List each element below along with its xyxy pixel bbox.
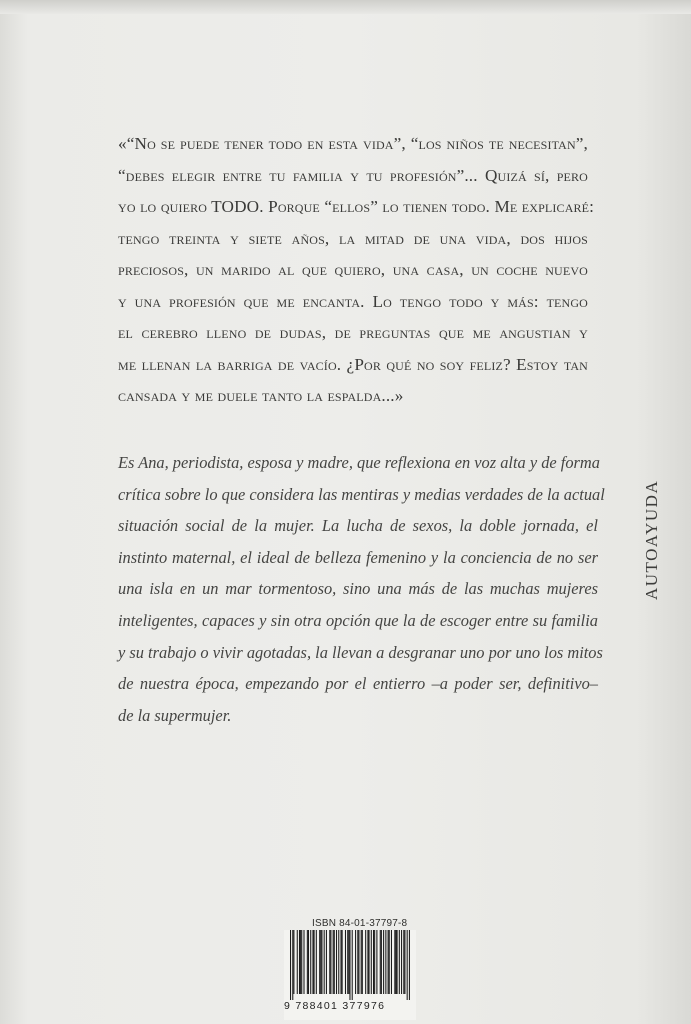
barcode-bar (371, 930, 372, 994)
barcode-bar (301, 930, 302, 994)
quote-line: “debes elegir entre tu familia y tu profesión”... Quizá sí, pero (118, 165, 588, 185)
barcode-bar (326, 930, 327, 994)
barcode-bar (409, 930, 410, 1000)
barcode-bar (358, 930, 359, 994)
barcode (284, 930, 416, 1020)
barcode-bar (307, 930, 308, 994)
barcode-bar (365, 930, 366, 994)
barcode-bar (321, 930, 322, 994)
barcode-bar (310, 930, 311, 994)
barcode-bar (391, 930, 392, 994)
barcode-bar (329, 930, 330, 994)
barcode-bar (342, 930, 343, 994)
barcode-bar (349, 930, 350, 1000)
quote-line: preciosos, un marido al que quiero, una casa, un coche nuevo (118, 260, 588, 279)
barcode-bar (403, 930, 404, 994)
barcode-bar (404, 930, 405, 994)
cover-description (118, 447, 605, 731)
barcode-bar (374, 930, 375, 994)
quote-line: yo lo quiero TODO. Porque “ellos” lo tienen todo. Me explicaré: (118, 197, 595, 216)
cover-top-edge (0, 0, 691, 14)
barcode-bar (361, 930, 362, 994)
barcode-bar (300, 930, 301, 994)
barcode-bar (297, 930, 298, 994)
barcode-bar (362, 930, 363, 994)
barcode-bar (338, 930, 339, 994)
barcode-bar (347, 930, 348, 994)
cover-quote (118, 128, 595, 412)
barcode-bar (348, 930, 349, 994)
barcode-bar (293, 930, 294, 994)
quote-line: el cerebro lleno de dudas, de preguntas que me angustian y (118, 323, 588, 342)
barcode-bar (319, 930, 320, 994)
description-line: Es Ana, periodista, esposa y madre, que reflexiona en voz alta y de forma (118, 453, 600, 472)
isbn-label: ISBN 84-01-37797-8 (312, 918, 408, 929)
barcode-bar (303, 930, 304, 994)
barcode-bar (355, 930, 356, 994)
barcode-bar (369, 930, 370, 994)
barcode-bar (380, 930, 381, 994)
barcode-bar (324, 930, 325, 994)
barcode-bar (357, 930, 358, 994)
barcode-bar (397, 930, 398, 994)
barcode-bar (385, 930, 386, 994)
barcode-bar (314, 930, 315, 994)
description-line: de nuestra época, empezando por el entierro –a poder ser, definitivo– (118, 674, 598, 694)
barcode-bar (330, 930, 331, 994)
barcode-bar (316, 930, 317, 994)
barcode-bar (383, 930, 384, 994)
barcode-bar (345, 930, 346, 994)
barcode-bar (340, 930, 341, 994)
barcode-bars (290, 930, 410, 1000)
barcode-bar (373, 930, 374, 994)
quote-line: cansada y me duele tanto la espalda...» (118, 386, 404, 405)
description-line: crítica sobre lo que considera las mentiras y medias verdades de la actual (118, 484, 605, 504)
quote-line: «“No se puede tener todo en esta vida”, “los niños te necesitan”, (118, 134, 588, 153)
quote-line: tengo treinta y siete años, la mitad de una vida, dos hijos (118, 228, 588, 248)
barcode-digits: 9 788401 377976 (284, 1000, 386, 1012)
barcode-bar (299, 930, 300, 994)
barcode-bar (290, 930, 291, 1000)
barcode-bar (320, 930, 321, 994)
barcode-bar (308, 930, 309, 994)
barcode-bar (334, 930, 335, 994)
description-line: y su trabajo o vivir agotadas, la llevan a desgranar uno por uno los mitos (118, 642, 603, 662)
category-label: AUTOAYUDA (642, 479, 661, 600)
description-line: de la supermujer. (118, 705, 232, 725)
barcode-bar (381, 930, 382, 994)
quote-line: y una profesión que me encanta. Lo tengo todo y más: tengo (118, 291, 588, 311)
barcode-bar (395, 930, 396, 994)
description-line: instinto maternal, el ideal de belleza femenino y la conciencia de no ser (118, 547, 598, 567)
barcode-bar (401, 930, 402, 994)
barcode-bar (399, 930, 400, 994)
quote-line: me llenan la barriga de vacío. ¿Por qué no soy feliz? Estoy tan (118, 354, 588, 374)
barcode-bar (352, 930, 353, 1000)
barcode-bar (312, 930, 313, 994)
barcode-bar (376, 930, 377, 994)
barcode-bar (389, 930, 390, 994)
barcode-bar (407, 930, 408, 1000)
barcode-bar (336, 930, 337, 994)
barcode-bar (394, 930, 395, 994)
description-line: inteligentes, capaces y sin otra opción que la de escoger entre su familia (118, 610, 598, 630)
description-line: situación social de la mujer. La lucha de sexos, la doble jornada, el (118, 516, 598, 536)
barcode-bar (292, 930, 293, 1000)
barcode-bar (388, 930, 389, 994)
barcode-bar (333, 930, 334, 994)
description-line: una isla en un mar tormentoso, sino una más de las muchas mujeres (118, 579, 598, 599)
barcode-bar (367, 930, 368, 994)
